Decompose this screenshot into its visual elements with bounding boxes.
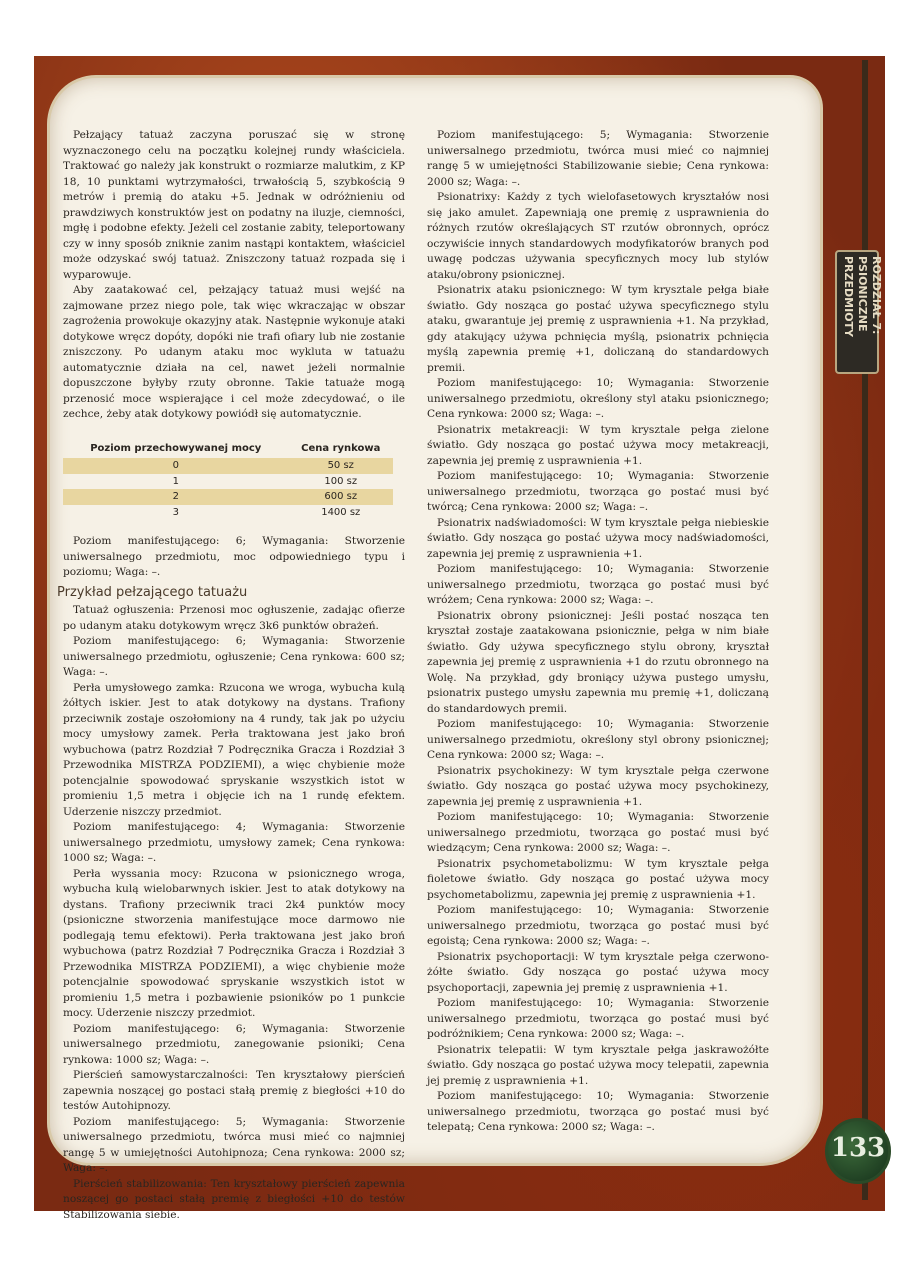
page-number-badge bbox=[825, 1118, 891, 1184]
paragraph: Psionatrix psychometabolizmu: W tym krysztale pełga fioletowe światło. Gdy nosząca go postać używa mocy psychometabolizmu, zapewnia jej premię z usprawnienia +1. bbox=[427, 857, 769, 901]
paragraph: Psionatrix telepatii: W tym krysztale pełga jaskrawożółte światło. Gdy nosząca go postać używa mocy telepatii, zapewnia jej premię z usprawnienia +1. bbox=[427, 1043, 769, 1087]
right-column bbox=[427, 128, 769, 1136]
paragraph: Poziom manifestującego: 5; Wymagania: Stworzenie uniwersalnego przedmiotu, twórca musi mieć co najmniej rangę 5 w umiejętności Stabilizowanie siebie; Cena rynkowa: 2000 sz; Waga: –. bbox=[427, 129, 769, 188]
paragraph: Poziom manifestującego: 6; Wymagania: Stworzenie uniwersalnego przedmiotu, moc odpowiedniego typu i poziomu; Waga: –. bbox=[63, 535, 405, 578]
paragraph: Pełzający tatuaż zaczyna poruszać się w stronę wyznaczonego celu na początku kolejnej rundy właściciela. Traktować go należy jak konstrukt o rozmiarze malutkim, z KP 18, 10 punktami wytrzymałości, trwałością 5, szybkością 9 metrów i premią do ataku +5. Jednak w odróżnieniu od prawdziwych konstruktów jest on podatny na iluzje, ciemności, mgłę i podobne efekty. Jeżeli cel zostanie zabity, teleportowany czy w inny sposób zniknie zanim nastąpi kontaktem, właściciel może odzyskać swój tatuaż. Zniszczony tatuaż rozpada się i wyparowuje. bbox=[63, 129, 405, 281]
paragraph: Poziom manifestującego: 5; Wymagania: Stworzenie uniwersalnego przedmiotu, twórca musi mieć co najmniej rangę 5 w umiejętności Autohipnoza; Cena rynkowa: 2000 sz; Waga: –. bbox=[63, 1115, 405, 1174]
paragraph: Perła wyssania mocy: Rzucona w psionicznego wroga, wybucha kulą wielobarwnych iskier. Jest to atak dotykowy na dystans. Trafiony przeciwnik traci 2k4 punktów mocy (psioniczne stworzenia manifestujące moce darmowo nie podlegają temu efektowi). Perła traktowana jest jako broń wybuchowa (patrz Rozdział 7 Podręcznika Gracza i Rozdział 3 Przewodnika MISTRZA PODZIEMI), a więc chybienie może potencjalnie spowodować spryskanie wszystkich istot w promieniu 1,5 metra i pozbawienie psioników po 1 punkcie mocy. Uderzenie niszczy przedmiot. bbox=[63, 867, 405, 1019]
table-header: Poziom przechowywanej mocy bbox=[90, 442, 262, 454]
page-number: 133 bbox=[830, 1133, 886, 1163]
paragraph: Psionatrix psychoportacji: W tym krysztale pełga czerwono-żółte światło. Gdy nosząca go postać używa mocy psychoportacji, zapewnia jej premię z usprawnienia +1. bbox=[427, 950, 769, 994]
chapter-label: ROZDZIAŁ 7: PSIONICZNE PRZEDMIOTY bbox=[842, 256, 883, 338]
paragraph: Poziom manifestującego: 6; Wymagania: Stworzenie uniwersalnego przedmiotu, zanegowanie psioniki; Cena rynkowa: 1000 sz; Waga: –. bbox=[63, 1022, 405, 1066]
paragraph: Psionatrix psychokinezy: W tym krysztale pełga czerwone światło. Gdy nosząca go postać używa mocy psychokinezy, zapewnia jej premię z usprawnienia +1. bbox=[427, 764, 769, 808]
chapter-tab bbox=[835, 250, 883, 374]
table-row: 1 100 sz bbox=[172, 475, 358, 487]
paragraph: Tatuaż ogłuszenia: Przenosi moc ogłuszenie, zadając ofierze po udanym ataku dotykowym wręcz 3k6 punktów obrażeń. bbox=[63, 604, 405, 632]
paragraph: Pierścień samowystarczalności: Ten kryształowy pierścień zapewnia noszącej go postaci stałą premię z biegłości +10 do testów Autohipnozy. bbox=[63, 1069, 405, 1112]
paragraph: Psionatrix nadświadomości: W tym krysztale pełga niebieskie światło. Gdy nosząca go postać używa mocy nadświadomości, zapewnia jej premię z usprawnienia +1. bbox=[427, 516, 769, 560]
paragraph: Psionatrixy: Każdy z tych wielofasetowych kryształów nosi się jako amulet. Zapewniają one premię z usprawnienia do różnych rzutów określających ST rzutów obronnych, oprócz oczywiście innych standardowych modyfikatorów branych pod uwagę podczas używania specyficznych mocy lub stylów ataku/obrony psionicznej. bbox=[427, 191, 769, 281]
left-column bbox=[57, 128, 405, 1223]
paragraph: Poziom manifestującego: 6; Wymagania: Stworzenie uniwersalnego przedmiotu, ogłuszenie; Cena rynkowa: 600 sz; Waga: –. bbox=[63, 635, 405, 678]
table-header: Cena rynkowa bbox=[301, 442, 381, 454]
paragraph: Psionatrix metakreacji: W tym krysztale pełga zielone światło. Gdy nosząca go postać używa mocy metakreacji, zapewnia jej premię z usprawnienia +1. bbox=[427, 423, 769, 467]
paragraph: Poziom manifestującego: 10; Wymagania: Stworzenie uniwersalnego przedmiotu, tworząca go postać musi być podróżnikiem; Cena rynkowa: 2000 sz; Waga: –. bbox=[427, 997, 769, 1040]
decorative-rod bbox=[862, 60, 868, 1200]
table-row: 0 50 sz bbox=[63, 458, 393, 474]
section-heading: Przykład pełzającego tatuażu bbox=[57, 584, 248, 600]
paragraph: Aby zaatakować cel, pełzający tatuaż musi wejść na zajmowane przez niego pole, tak więc wkraczając w obszar zagrożenia prowokuje okazyjny atak. Następnie wykonuje ataki dotykowe wręcz dopóty, dopóki nie trafi ofiary lub nie zostanie zniszczony. Po udanym ataku moc wykluta w tatuażu automatycznie działa na cel, nawet jeżeli normalnie dopuszczone byłyby rzuty obronne. Takie tatuaże mogą przenosić moce wspierające i cel może zdecydować, o ile zechce, żeby atak dotykowy powiódł się automatycznie. bbox=[63, 284, 405, 420]
paragraph: Poziom manifestującego: 10; Wymagania: Stworzenie uniwersalnego przedmiotu, tworząca go postać musi być telepatą; Cena rynkowa: 2000 sz; Waga: –. bbox=[427, 1090, 769, 1133]
table-row: 3 1400 sz bbox=[172, 506, 361, 518]
paragraph: Psionatrix obrony psionicznej: Jeśli postać nosząca ten kryształ zostaje zaatakowana psionicznie, pełga w nim białe światło. Gdy używa specyficznego stylu obrony, kryształ zapewnia jej premię z usprawnienia +1 do rzutu obronnego na Wolę. Na przykład, gdy broniący używa pustego umysłu, psionatrix pustego umysłu zapewnia mu premię +1, doliczaną do standardowych premii. bbox=[427, 609, 769, 715]
paragraph: Poziom manifestującego: 4; Wymagania: Stworzenie uniwersalnego przedmiotu, umysłowy zamek; Cena rynkowa: 1000 sz; Waga: –. bbox=[63, 821, 405, 864]
paragraph: Poziom manifestującego: 10; Wymagania: Stworzenie uniwersalnego przedmiotu, tworząca go postać musi być egoistą; Cena rynkowa: 2000 sz; Waga: –. bbox=[427, 904, 769, 947]
paragraph: Poziom manifestującego: 10; Wymagania: Stworzenie uniwersalnego przedmiotu, określony styl obrony psionicznej; Cena rynkowa: 2000 sz; Waga: –. bbox=[427, 718, 769, 761]
paragraph: Poziom manifestującego: 10; Wymagania: Stworzenie uniwersalnego przedmiotu, określony styl ataku psionicznego; Cena rynkowa: 2000 sz; Waga: –. bbox=[427, 377, 769, 420]
paragraph: Psionatrix ataku psionicznego: W tym krysztale pełga białe światło. Gdy nosząca go postać używa specyficznego stylu ataku, gwarantuje jej premię z usprawnienia +1. Na przykład, gdy atakujący używa pchnięcia myślą, psionatrix pchnięcia myślą zapewnia premię +1, doliczaną do standardowych premii. bbox=[427, 284, 769, 374]
paragraph: Pierścień stabilizowania: Ten kryształowy pierścień zapewnia noszącej go postaci stałą premię z biegłości +10 do testów Stabilizowania siebie. bbox=[63, 1177, 405, 1221]
paragraph: Perła umysłowego zamka: Rzucona we wroga, wybucha kulą żółtych iskier. Jest to atak dotykowy na dystans. Trafiony przeciwnik zostaje oszołomiony na 4 rundy, tak jak po użyciu mocy umysłowy zamek. Perła traktowana jest jako broń wybuchowa (patrz Rozdział 7 Podręcznika Gracza i Rozdział 3 Przewodnika MISTRZA PODZIEMI), a więc chybienie może potencjalnie spowodować spryskanie wszystkich istot w promieniu 1,5 metra i objęcie ich na 1 rundę efektem. Uderzenie niszczy przedmiot. bbox=[63, 681, 405, 818]
paragraph: Poziom manifestującego: 10; Wymagania: Stworzenie uniwersalnego przedmiotu, tworząca go postać musi być wróżem; Cena rynkowa: 2000 sz; Waga: –. bbox=[427, 563, 769, 606]
table-row: 2 600 sz bbox=[63, 489, 393, 505]
paragraph: Poziom manifestującego: 10; Wymagania: Stworzenie uniwersalnego przedmiotu, tworząca go postać musi być twórcą; Cena rynkowa: 2000 sz; Waga: –. bbox=[427, 470, 769, 513]
paragraph: Poziom manifestującego: 10; Wymagania: Stworzenie uniwersalnego przedmiotu, tworząca go postać musi być wiedzącym; Cena rynkowa: 2000 sz; Waga: –. bbox=[427, 811, 769, 854]
price-table bbox=[63, 439, 393, 521]
